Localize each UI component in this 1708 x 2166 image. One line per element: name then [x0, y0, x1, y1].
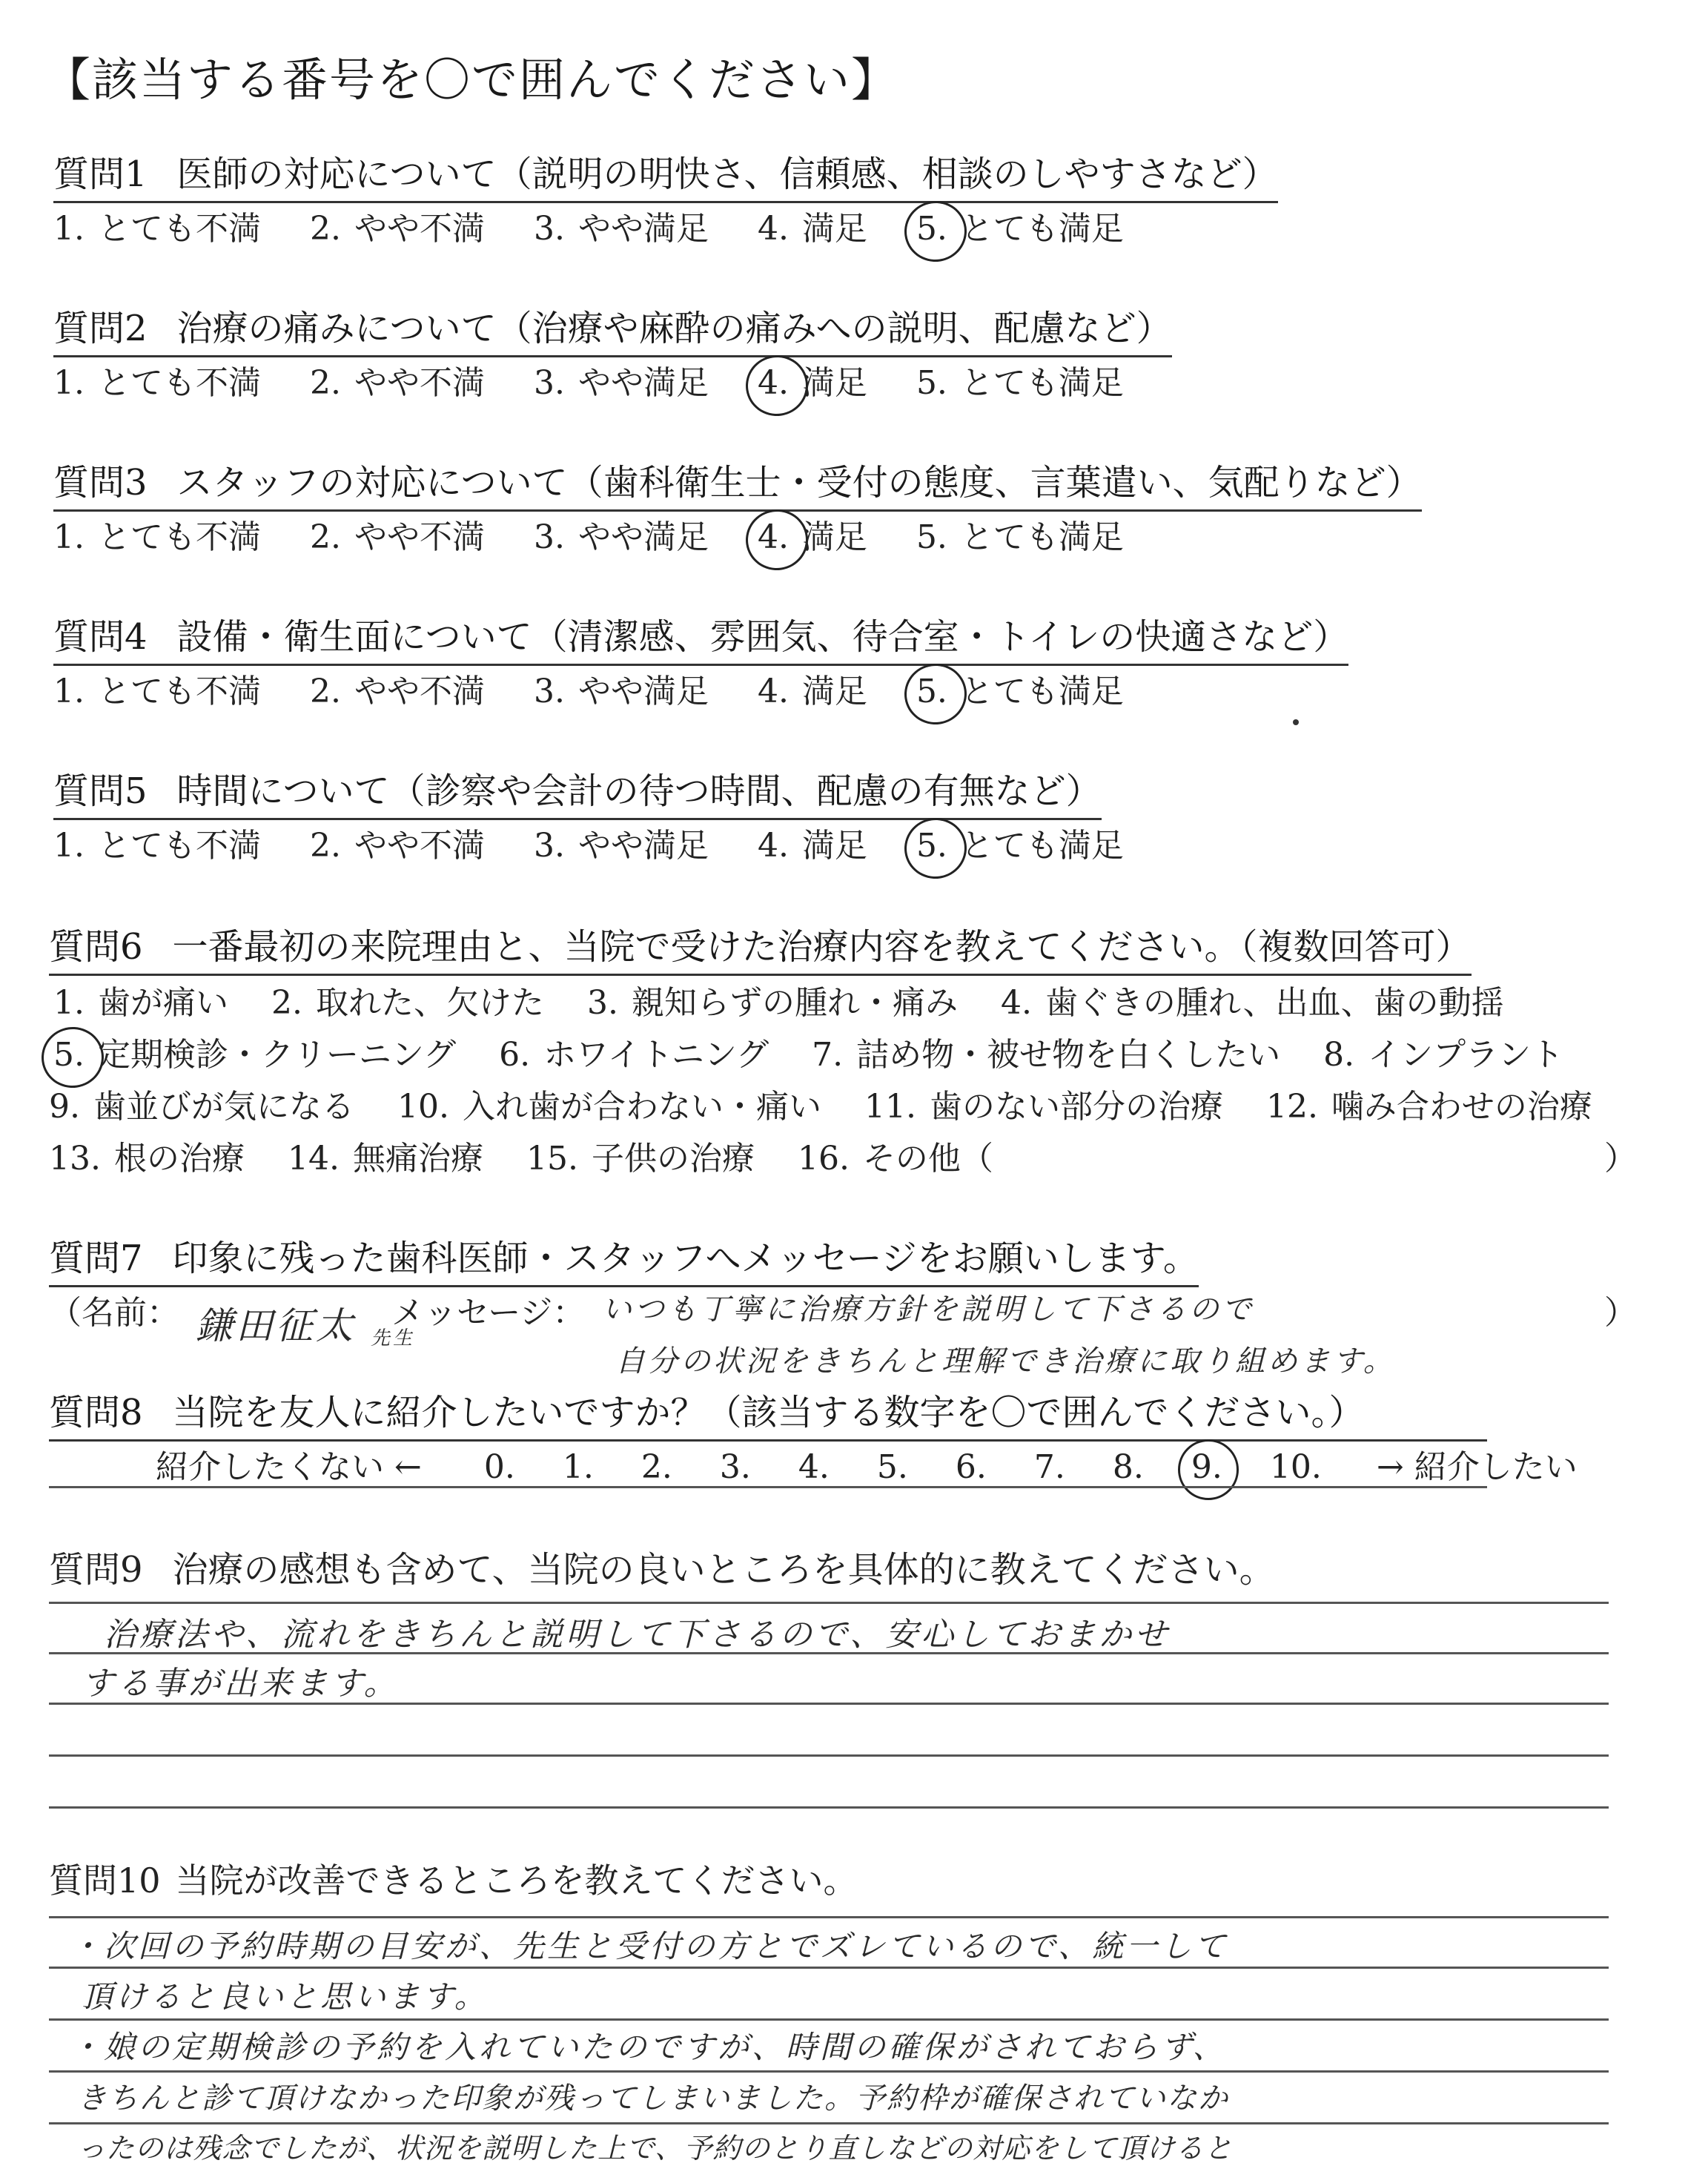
q5-number: 質問5 — [53, 770, 148, 812]
q2-option-1[interactable]: 1. とても不満 — [53, 364, 261, 402]
q9-answer-line-1 — [49, 1602, 1609, 1604]
q6-text: 一番最初の来院理由と、当院で受けた治療内容を教えてください。（複数回答可） — [172, 926, 1472, 968]
q6-option-6[interactable]: 6. ホワイトニング — [499, 1036, 769, 1074]
q6-option-2[interactable]: 2. 取れた、欠けた — [271, 984, 544, 1022]
q5-option-2[interactable]: 2. やや不満 — [309, 827, 485, 865]
q6-option-9[interactable]: 9. 歯並びが気になる — [49, 1088, 354, 1126]
q1-option-2[interactable]: 2. やや不満 — [309, 210, 485, 248]
q10-answer-text-1[interactable]: ・次回の予約時期の目安が、先生と受付の方とでズレているので、統一して — [70, 1928, 1229, 1964]
q5-option-3[interactable]: 3. やや満足 — [533, 827, 709, 865]
q10-answer-text-2[interactable]: 頂けると良いと思います。 — [82, 1978, 489, 2015]
q7-message-label: メッセージ： — [391, 1294, 586, 1332]
q4-options — [53, 664, 1162, 712]
q5-options — [53, 819, 1162, 866]
q10-number: 質問10 — [49, 1860, 161, 1901]
q9-answer-text-2[interactable]: する事が出来ます。 — [82, 1665, 400, 1703]
q5-option-4[interactable]: 4. 満足 — [757, 827, 867, 865]
q4-option-1[interactable]: 1. とても不満 — [53, 673, 261, 710]
q9-title — [49, 1541, 1275, 1592]
q5-text: 時間について（診察や会計の待つ時間、配慮の有無など） — [176, 770, 1102, 812]
instruction-header: 【該当する番号を〇で囲んでください】 — [44, 53, 899, 107]
q4-text: 設備・衛生面について（清潔感、雰囲気、待合室・トイレの快適さなど） — [176, 616, 1349, 658]
q6-options-row-4 — [49, 1132, 1026, 1179]
q1-text: 医師の対応について（説明の明快さ、信頼感、相談のしやすさなど） — [176, 153, 1278, 195]
q7-number: 質問7 — [49, 1238, 143, 1279]
q6-other-close-paren: ） — [1604, 1140, 1637, 1178]
q6-option-8[interactable]: 8. インプラント — [1323, 1036, 1564, 1074]
q8-title — [49, 1384, 1487, 1442]
q10-answer-line-1 — [49, 1916, 1609, 1918]
q8-scale-1[interactable]: 1. — [562, 1448, 594, 1486]
q8-number: 質問8 — [49, 1392, 143, 1433]
q1-option-3[interactable]: 3. やや満足 — [533, 210, 709, 248]
q5-title — [53, 762, 1102, 820]
q7-name-label: （名前： — [49, 1294, 179, 1332]
q8-scale-4[interactable]: 4. — [798, 1448, 830, 1486]
q2-number: 質問2 — [53, 308, 148, 349]
q8-scale-3[interactable]: 3. — [719, 1448, 751, 1486]
q8-scale-2[interactable]: 2. — [640, 1448, 672, 1486]
q10-answer-line-4 — [49, 2070, 1609, 2073]
q2-title — [53, 300, 1172, 357]
q6-option-7[interactable]: 7. 詰め物・被せ物を白くしたい — [812, 1036, 1281, 1074]
q2-option-4-selected[interactable]: 4. 満足 — [757, 364, 867, 402]
q4-option-5-selected[interactable]: 5. とても満足 — [916, 673, 1124, 710]
q7-name-value[interactable]: 鎌田征太 — [196, 1304, 356, 1347]
q9-answer-line-4 — [49, 1754, 1609, 1757]
q2-option-2[interactable]: 2. やや不満 — [309, 364, 485, 402]
q6-option-1[interactable]: 1. 歯が痛い — [53, 984, 228, 1022]
q5-option-1[interactable]: 1. とても不満 — [53, 827, 261, 865]
q4-title — [53, 608, 1348, 666]
q8-scale-6[interactable]: 6. — [955, 1448, 987, 1486]
q6-option-14[interactable]: 14. 無痛治療 — [287, 1140, 483, 1178]
q3-option-3[interactable]: 3. やや満足 — [533, 518, 709, 556]
stray-mark — [1293, 719, 1299, 725]
q6-option-15[interactable]: 15. 子供の治療 — [526, 1140, 755, 1178]
q3-title — [53, 454, 1422, 512]
q8-underline — [49, 1486, 1487, 1488]
q3-option-5[interactable]: 5. とても満足 — [916, 518, 1124, 556]
q10-answer-text-4[interactable]: きちんと診て頂けなかった印象が残ってしまいました。予約枠が確保されていなか — [77, 2081, 1229, 2116]
q4-option-4[interactable]: 4. 満足 — [757, 673, 867, 710]
q1-option-5-selected[interactable]: 5. とても満足 — [916, 210, 1124, 248]
q6-title — [49, 918, 1472, 976]
q8-scale-10[interactable]: 10. — [1269, 1448, 1322, 1486]
q9-answer-line-5 — [49, 1806, 1609, 1809]
q6-option-11[interactable]: 11. 歯のない部分の治療 — [864, 1088, 1223, 1126]
q7-close-paren: ） — [1604, 1294, 1637, 1332]
q6-option-16[interactable]: 16. その他（ — [797, 1140, 993, 1178]
q10-answer-line-3 — [49, 2018, 1609, 2021]
q4-option-2[interactable]: 2. やや不満 — [309, 673, 485, 710]
q3-number: 質問3 — [53, 462, 148, 503]
q8-scale-5[interactable]: 5. — [876, 1448, 908, 1486]
q6-option-4[interactable]: 4. 歯ぐきの腫れ、出血、歯の動揺 — [1000, 984, 1504, 1022]
q6-option-5-selected[interactable]: 5. 定期検診・クリーニング — [53, 1036, 457, 1074]
q3-option-2[interactable]: 2. やや不満 — [309, 518, 485, 556]
q8-text: 当院を友人に紹介したいですか？（該当する数字を〇で囲んでください。） — [172, 1392, 1365, 1433]
q3-options — [53, 510, 1162, 558]
q10-text: 当院が改善できるところを教えてください。 — [175, 1860, 858, 1901]
q4-number: 質問4 — [53, 616, 148, 658]
q6-options-row-3 — [49, 1080, 1625, 1127]
q8-scale — [156, 1440, 1578, 1488]
q2-option-3[interactable]: 3. やや満足 — [533, 364, 709, 402]
q1-options — [53, 202, 1162, 249]
q3-text: スタッフの対応について（歯科衛生士・受付の態度、言葉遣い、気配りなど） — [176, 462, 1422, 503]
q2-option-5[interactable]: 5. とても満足 — [916, 364, 1124, 402]
q4-option-3[interactable]: 3. やや満足 — [533, 673, 709, 710]
q8-scale-7[interactable]: 7. — [1033, 1448, 1065, 1486]
q6-options-row-1 — [53, 976, 1537, 1023]
q8-scale-0[interactable]: 0. — [483, 1448, 515, 1486]
q8-scale-8[interactable]: 8. — [1112, 1448, 1144, 1486]
q6-options-row-2 — [53, 1028, 1596, 1075]
q6-number: 質問6 — [49, 926, 143, 968]
q10-answer-line-5 — [49, 2122, 1609, 2124]
q8-scale-9-selected[interactable]: 9. — [1191, 1448, 1260, 1486]
q8-left-label: 紹介したくない ← — [156, 1448, 422, 1486]
q10-answer-text-3[interactable]: ・娘の定期検診の予約を入れていたのですが、時間の確保がされておらず、 — [70, 2029, 1227, 2065]
q9-number: 質問9 — [49, 1549, 143, 1591]
q6-option-12[interactable]: 12. 噛み合わせの治療 — [1265, 1088, 1592, 1126]
q1-option-1[interactable]: 1. とても不満 — [53, 210, 261, 248]
q7-message-line-2[interactable]: 自分の状況をきちんと理解でき治療に取り組めます。 — [615, 1344, 1396, 1378]
q7-text: 印象に残った歯科医師・スタッフへメッセージをお願いします。 — [172, 1238, 1199, 1279]
q6-option-13[interactable]: 13. 根の治療 — [49, 1140, 245, 1178]
q10-answer-line-2 — [49, 1967, 1609, 1969]
q3-option-4-selected[interactable]: 4. 満足 — [757, 518, 867, 556]
q3-option-1[interactable]: 1. とても不満 — [53, 518, 261, 556]
q6-option-3[interactable]: 3. 親知らずの腫れ・痛み — [586, 984, 958, 1022]
q1-option-4[interactable]: 4. 満足 — [757, 210, 867, 248]
q7-message-line-1[interactable]: いつも丁寧に治療方針を説明して下さるので — [602, 1292, 1254, 1327]
q8-right-label: → 紹介したい — [1376, 1448, 1578, 1486]
q2-options — [53, 356, 1162, 403]
q5-option-5-selected[interactable]: 5. とても満足 — [916, 827, 1124, 865]
q10-answer-text-5[interactable]: ったのは残念でしたが、状況を説明した上で、予約のとり直しなどの対応をして頂けると — [77, 2132, 1234, 2165]
q9-answer-text-1[interactable]: 治療法や、流れをきちんと説明して下さるので、安心しておまかせ — [104, 1616, 1171, 1654]
q6-option-10[interactable]: 10. 入れ歯が合わない・痛い — [397, 1088, 821, 1126]
q1-title — [53, 145, 1278, 203]
q7-title — [49, 1229, 1199, 1287]
q9-text: 治療の感想も含めて、当院の良いところを具体的に教えてください。 — [172, 1549, 1275, 1591]
q7-name-suffix: 先生 — [371, 1327, 416, 1350]
q1-number: 質問1 — [53, 153, 148, 195]
q2-text: 治療の痛みについて（治療や麻酔の痛みへの説明、配慮など） — [176, 308, 1172, 349]
q10-title — [49, 1854, 858, 1903]
